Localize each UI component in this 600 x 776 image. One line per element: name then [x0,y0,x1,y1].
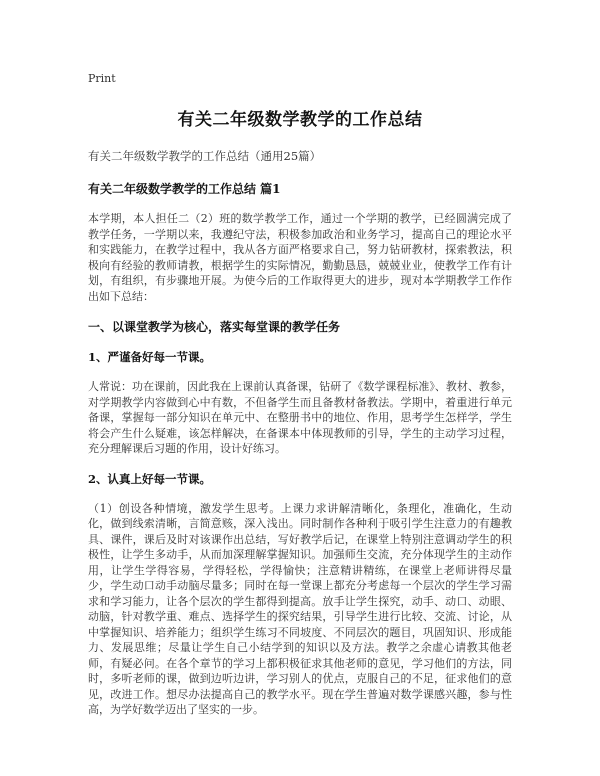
document-title: 有关二年级数学教学的工作总结 [177,110,423,130]
heading-teach-lessons: 2、认真上好每一节课。 [88,471,212,486]
print-label[interactable]: Print [88,72,116,85]
teach-lessons-paragraph: （1）创设各种情境，激发学生思考。上课力求讲解清晰化，条理化，准确化，生动化，做到线索清晰，言简意赅，深入浅出。同时制作各种利于吸引学生注意力的有趣教具、课件，课后及时对该课作出总结，写好教学后记，在课堂上特别注意调动学生的积极性，让学生多动手，从而加深理解掌握知识。加强师生交流，充分体现学生的主动作用，让学生学得容易，学得轻松，学得愉快；注意精讲精练，在课堂上老师讲得尽量少，学生动口动手动脑尽量多；同时在每一堂课上都充分考虑每一个层次的学生学习需求和学习能力，让各个层次的学生都得到提高。放手让学生探究，动手、动口、动眼、动脑，针对教学重、难点、选择学生的探究结果，引导学生进行比较、交流、讨论，从中掌握知识、培养能力；组织学生练习不同坡度、不同层次的题目，巩固知识、形成能力、发展思维；尽量让学生自己小结学到的知识以及方法。教学之余虚心请教其他老师，有疑必问。在各个章节的学习上都积极征求其他老师的意见，学习他们的方法，同时，多听老师的课，做到边听边讲，学习别人的优点，克服自己的不足，征求他们的意见，改进工作。想尽办法提高自己的教学水平。现在学生普遍对数学课感兴趣，参与性高，为学好数学迈出了坚实的一步。 [88,501,512,716]
document-subtitle: 有关二年级数学教学的工作总结（通用25篇） [88,149,322,163]
heading-prepare-lessons: 1、严谨备好每一节课。 [88,350,212,364]
intro-paragraph: 本学期，本人担任二（2）班的数学教学工作，通过一个学期的教学，已经圆满完成了教学任务，一学期以来，我遵纪守法，积极参加政治和业务学习，提高自己的理论水平和实践能力，在教学过程中，我从各方面严格要求自己，努力钻研教材，探索教法，积极向有经验的教师请教，根据学生的实际情况，勤勤恳恳，兢兢业业，使教学工作有计划，有组织，有步骤地开展。为使今后的工作取得更大的进步，现对本学期教学工作作出如下总结： [88,212,512,303]
heading-classroom-teaching: 一、以课堂教学为核心，落实每堂课的教学任务 [88,320,341,334]
prepare-lessons-paragraph: 人常说：功在课前，因此我在上课前认真备课，钻研了《数学课程标准》、教材、教参，对学期教学内容做到心中有数，不但备学生而且备教材备教法。学期中，着重进行单元备课，掌握每一部分知识在单元中、在整册书中的地位、作用，思考学生怎样学，学生将会产生什么疑难，该怎样解决，在备课本中体现教师的引导，学生的主动学习过程，充分理解课后习题的作用，设计好练习。 [88,380,512,455]
section-title: 有关二年级数学教学的工作总结 篇1 [88,182,281,196]
